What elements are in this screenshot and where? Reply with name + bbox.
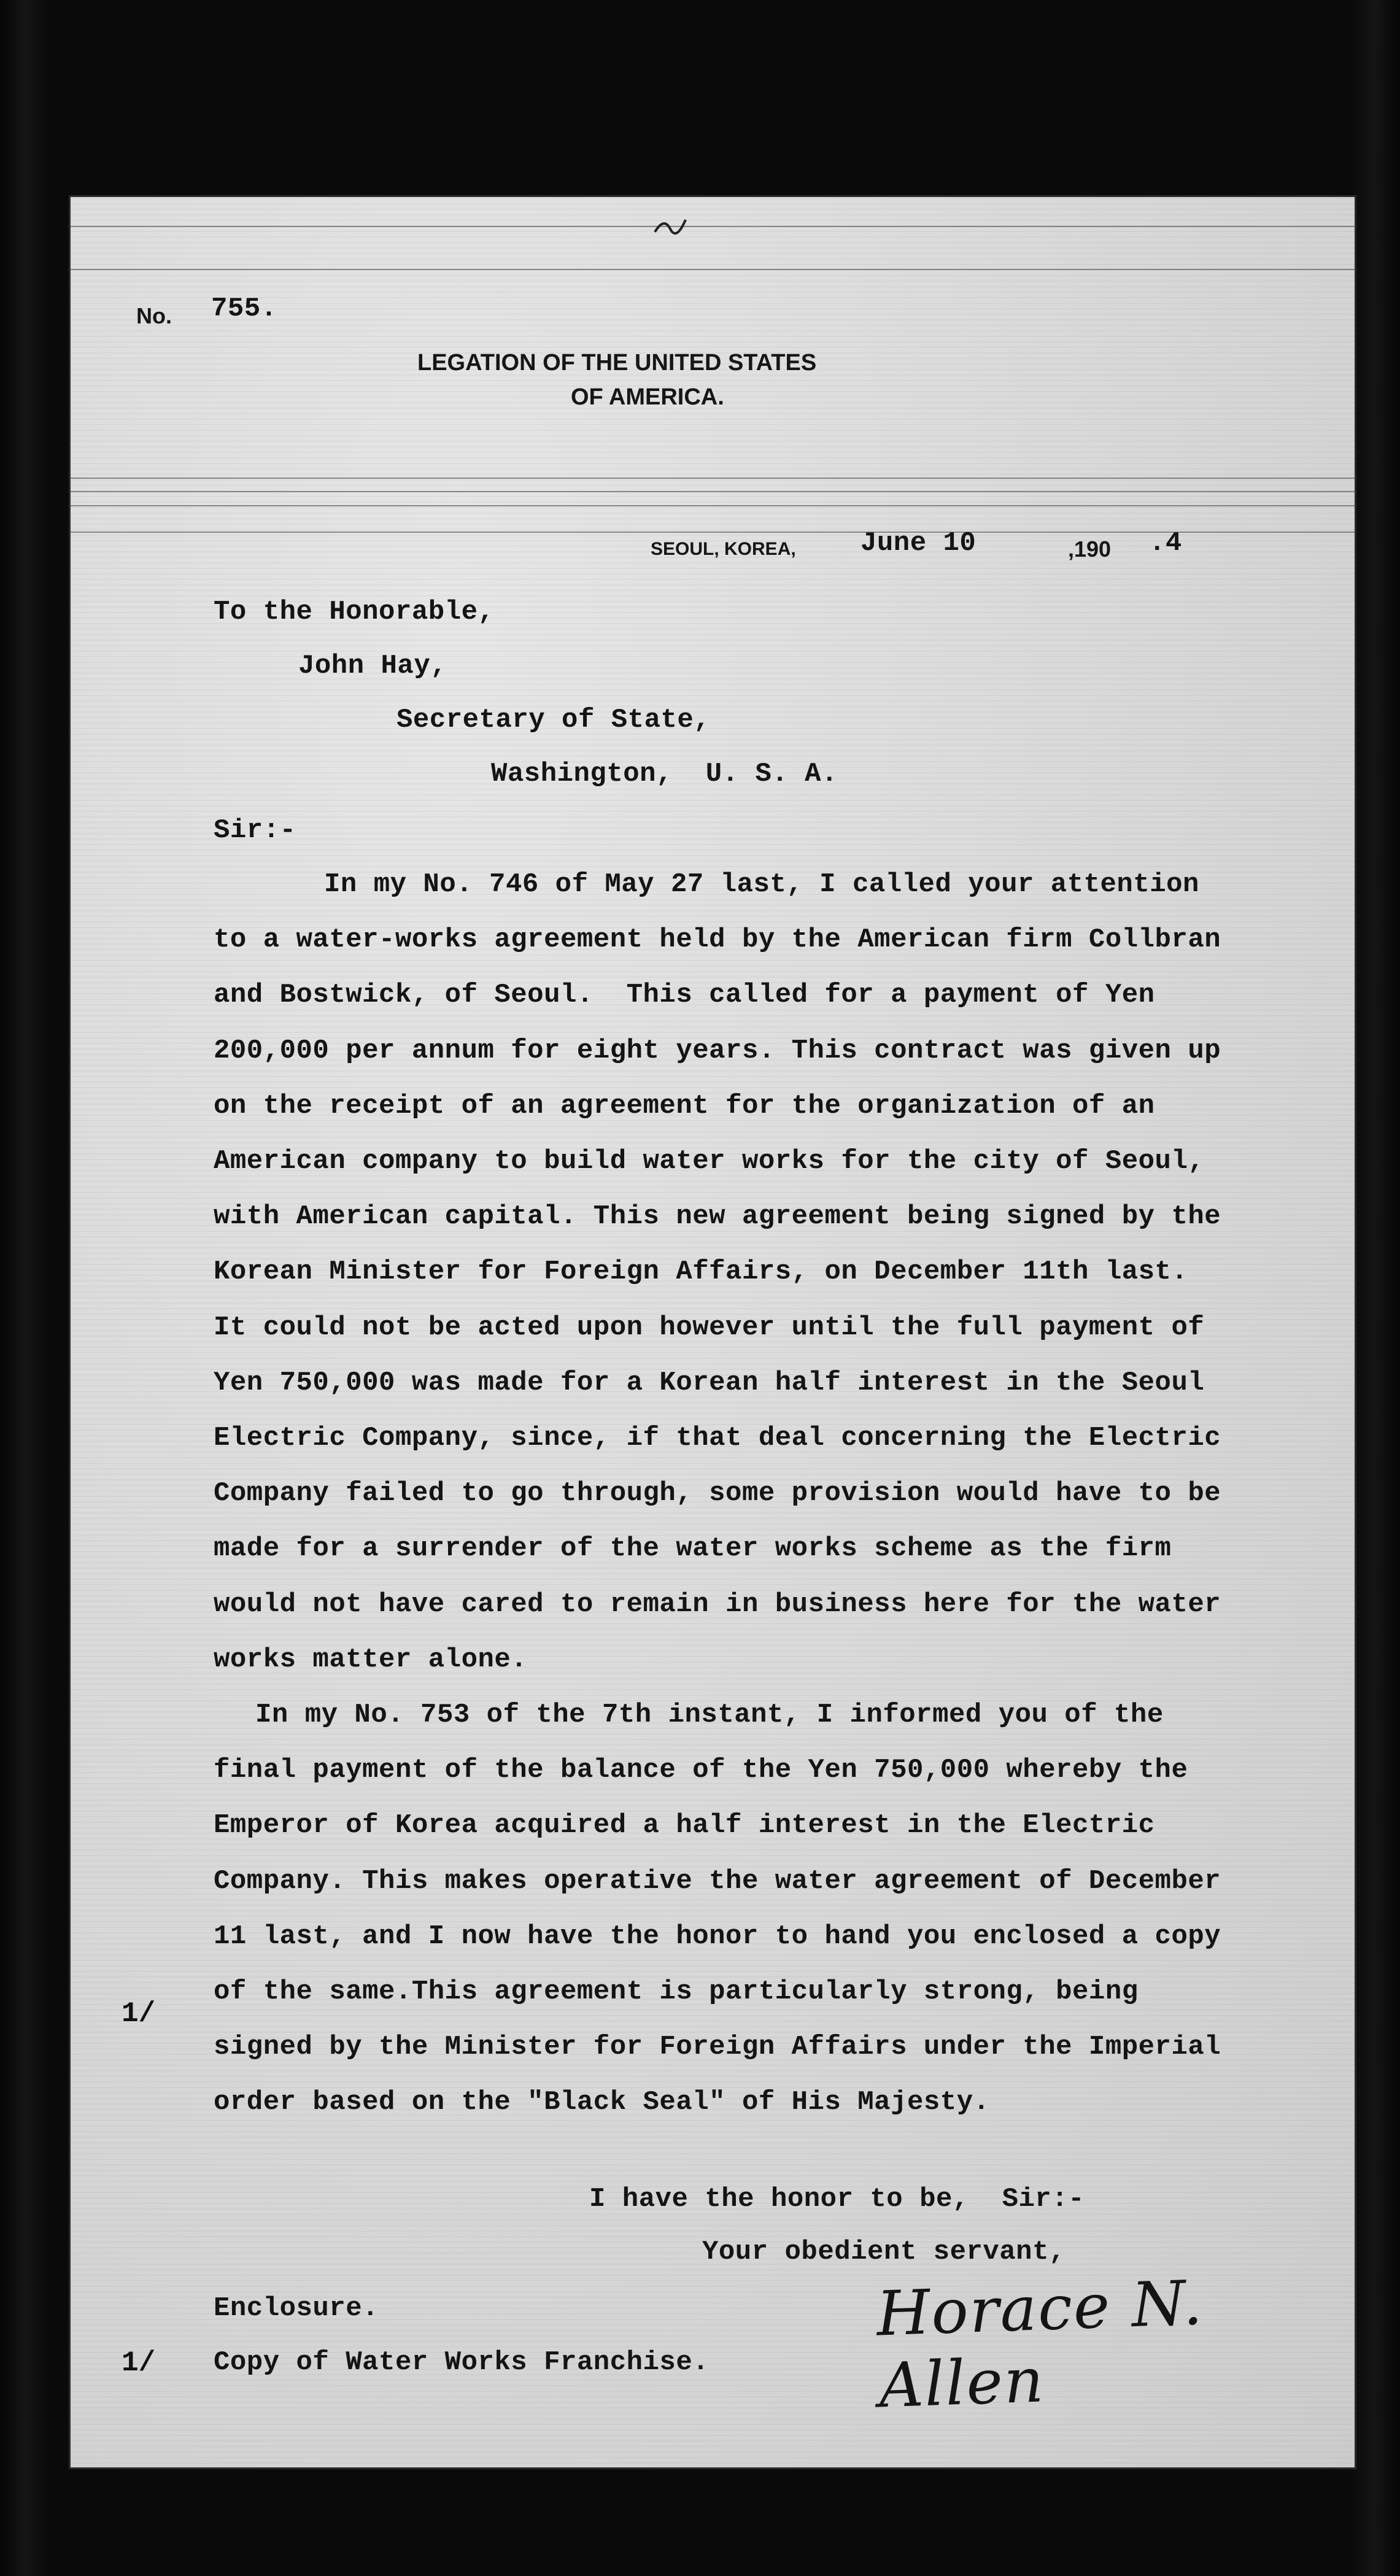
paper-rule [69, 226, 1356, 227]
dateline-year-prefix: ,190 [1068, 536, 1112, 562]
body-line: Company failed to go through, some provision would have to be [214, 1478, 1221, 1509]
body-line: and Bostwick, of Seoul. This called for a payment of Yen [214, 980, 1155, 1011]
address-line-1: To the Honorable, [214, 597, 495, 627]
paper-rule [69, 478, 1356, 479]
body-line: 11 last, and I now have the honor to hand you enclosed a copy [214, 1920, 1221, 1952]
closing-line-2: Your obedient servant, [702, 2237, 1065, 2267]
body-line: In my No. 753 of the 7th instant, I informed you of the [255, 1700, 1164, 1730]
body-line: signed by the Minister for Foreign Affairs under the Imperial [214, 2032, 1221, 2063]
paper-rule [69, 269, 1356, 270]
body-line: of the same.This agreement is particularly strong, being [214, 1976, 1139, 2007]
body-line: It could not be acted upon however until the full payment of [214, 1312, 1205, 1343]
pen-mark-icon [652, 214, 689, 238]
dateline-place: SEOUL, KOREA, [651, 539, 796, 559]
address-line-2: John Hay, [298, 651, 447, 681]
salutation: Sir:- [214, 815, 296, 846]
paper-rule [69, 491, 1356, 492]
body-line: 200,000 per annum for eight years. This contract was given up [214, 1035, 1221, 1066]
enclosure-margin-note: 1/ [122, 1998, 156, 2030]
enclosure-item: Copy of Water Works Franchise. [214, 2347, 710, 2378]
body-line: with American capital. This new agreement being signed by the [214, 1201, 1221, 1232]
legation-title-line2: OF AMERICA. [571, 384, 724, 410]
address-line-4: Washington, U. S. A. [491, 759, 838, 789]
body-line: In my No. 746 of May 27 last, I called your attention [324, 869, 1199, 900]
dateline-date: June 10 [860, 528, 977, 559]
paper-rule [69, 505, 1356, 506]
body-line: Emperor of Korea acquired a half interest in the Electric [214, 1810, 1155, 1841]
body-line: Electric Company, since, if that deal concerning the Electric [214, 1423, 1221, 1453]
enclosure-label: Enclosure. [214, 2293, 379, 2324]
body-line: Korean Minister for Foreign Affairs, on December 11th last. [214, 1256, 1188, 1288]
body-line: to a water-works agreement held by the American firm Collbran [214, 924, 1221, 956]
body-line: Company. This makes operative the water agreement of December [214, 1865, 1221, 1897]
dateline-year-suffix: .4 [1149, 528, 1182, 559]
handwritten-signature: Horace N. Allen [875, 2267, 1205, 2422]
body-line: final payment of the balance of the Yen 750,000 whereby the [214, 1755, 1188, 1786]
body-line: would not have cared to remain in business here for the water [214, 1588, 1221, 1620]
body-line: American company to build water works for the city of Seoul, [214, 1146, 1205, 1177]
number-label: No. [136, 303, 172, 328]
body-line: on the receipt of an agreement for the organization of an [214, 1090, 1155, 1121]
letter-page [69, 195, 1356, 2469]
body-line: works matter alone. [214, 1644, 528, 1675]
body-line: Yen 750,000 was made for a Korean half interest in the Seoul [214, 1367, 1205, 1398]
closing-line-1: I have the honor to be, Sir:- [589, 2184, 1085, 2214]
dispatch-number: 755. [211, 293, 277, 324]
body-line: made for a surrender of the water works scheme as the firm [214, 1533, 1172, 1565]
address-line-3: Secretary of State, [396, 705, 711, 735]
body-line: order based on the "Black Seal" of His Majesty. [214, 2087, 990, 2118]
enclosure-marker: 1/ [122, 2347, 156, 2379]
legation-title-line1: LEGATION OF THE UNITED STATES [417, 350, 817, 376]
